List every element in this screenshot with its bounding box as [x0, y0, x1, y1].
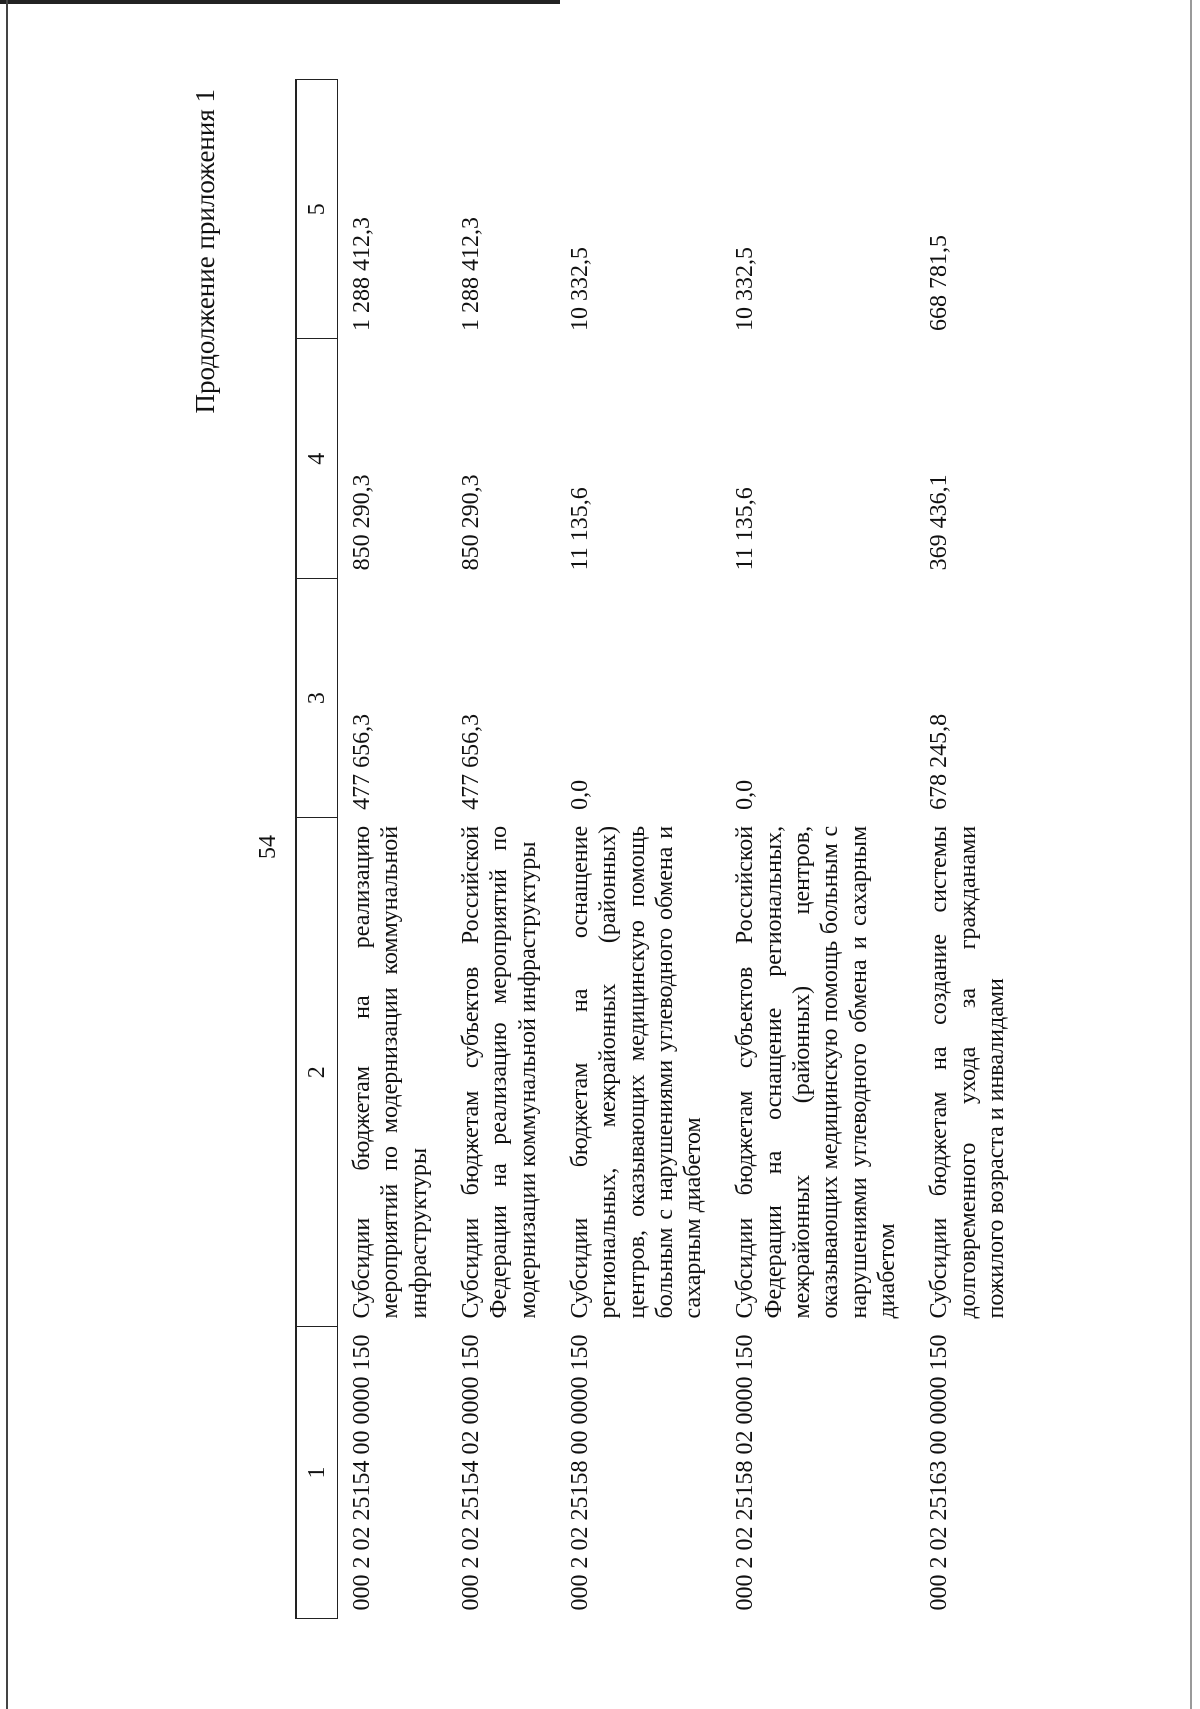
appendix-note: Продолжение приложения 1 — [190, 89, 220, 414]
row-description: Субсидии бюджетам на создание системы долговременного ухода за гражданами пожилого возраста и инвалидами — [926, 825, 1009, 1319]
row-col4: 11 135,6 — [732, 487, 759, 571]
row-description: Субсидии бюджетам на оснащение региональных, межрайонных (районных) центров, оказывающих медицинскую помощь больным с нарушениями углеводного обмена и сахарным диабетом — [566, 825, 707, 1319]
row-col4: 369 436,1 — [926, 474, 953, 571]
row-code: 000 2 02 25158 02 0000 150 — [732, 1334, 759, 1611]
header-col-3: 3 — [296, 578, 338, 817]
row-col4: 850 290,3 — [457, 474, 484, 571]
row-code: 000 2 02 25158 00 0000 150 — [566, 1334, 593, 1611]
table-row — [556, 80, 722, 1619]
row-col4: 11 135,6 — [566, 487, 593, 571]
table-header-row — [296, 80, 338, 1619]
row-col5: 1 288 412,3 — [349, 216, 375, 331]
row-col3: 0,0 — [566, 779, 593, 810]
table-row — [338, 80, 447, 1619]
scan-edge-right — [1190, 0, 1192, 1709]
row-col4: 850 290,3 — [349, 474, 375, 571]
row-col3: 477 656,3 — [457, 713, 484, 810]
scan-edge-top — [0, 0, 560, 4]
row-col3: 678 245,8 — [926, 713, 953, 810]
row-col5: 10 332,5 — [732, 246, 759, 331]
document-page — [110, 59, 1090, 1649]
row-description: Субсидии бюджетам субъектов Российской Федерации на оснащение региональных, межрайонных (районных) центров, оказывающих медицинскую помощь больным с нарушениями углеводного обмена и сахарным диабетом — [732, 825, 900, 1319]
row-description: Субсидии бюджетам субъектов Российской Федерации на реализацию мероприятий по модернизации коммунальной инфраструктуры — [457, 825, 541, 1319]
row-col3: 0,0 — [732, 779, 759, 810]
row-code: 000 2 02 25163 00 0000 150 — [926, 1334, 953, 1611]
row-col5: 10 332,5 — [566, 246, 593, 331]
row-col5: 668 781,5 — [926, 234, 953, 331]
table-row — [915, 80, 1024, 1619]
budget-table — [295, 79, 1024, 1619]
header-col-5: 5 — [296, 80, 338, 339]
header-col-2: 2 — [296, 818, 338, 1327]
row-description: Субсидии бюджетам на реализацию мероприятий по модернизации коммунальной инфраструктуры — [349, 825, 432, 1319]
row-code: 000 2 02 25154 00 0000 150 — [349, 1334, 375, 1611]
row-col5: 1 288 412,3 — [457, 216, 484, 331]
row-col3: 477 656,3 — [349, 713, 375, 810]
table-row — [447, 80, 556, 1619]
header-col-1: 1 — [296, 1327, 338, 1619]
row-code: 000 2 02 25154 02 0000 150 — [457, 1334, 484, 1611]
header-col-4: 4 — [296, 339, 338, 578]
table-row — [721, 80, 915, 1619]
scan-edge-left — [6, 0, 8, 1709]
page-number: 54 — [255, 835, 281, 859]
